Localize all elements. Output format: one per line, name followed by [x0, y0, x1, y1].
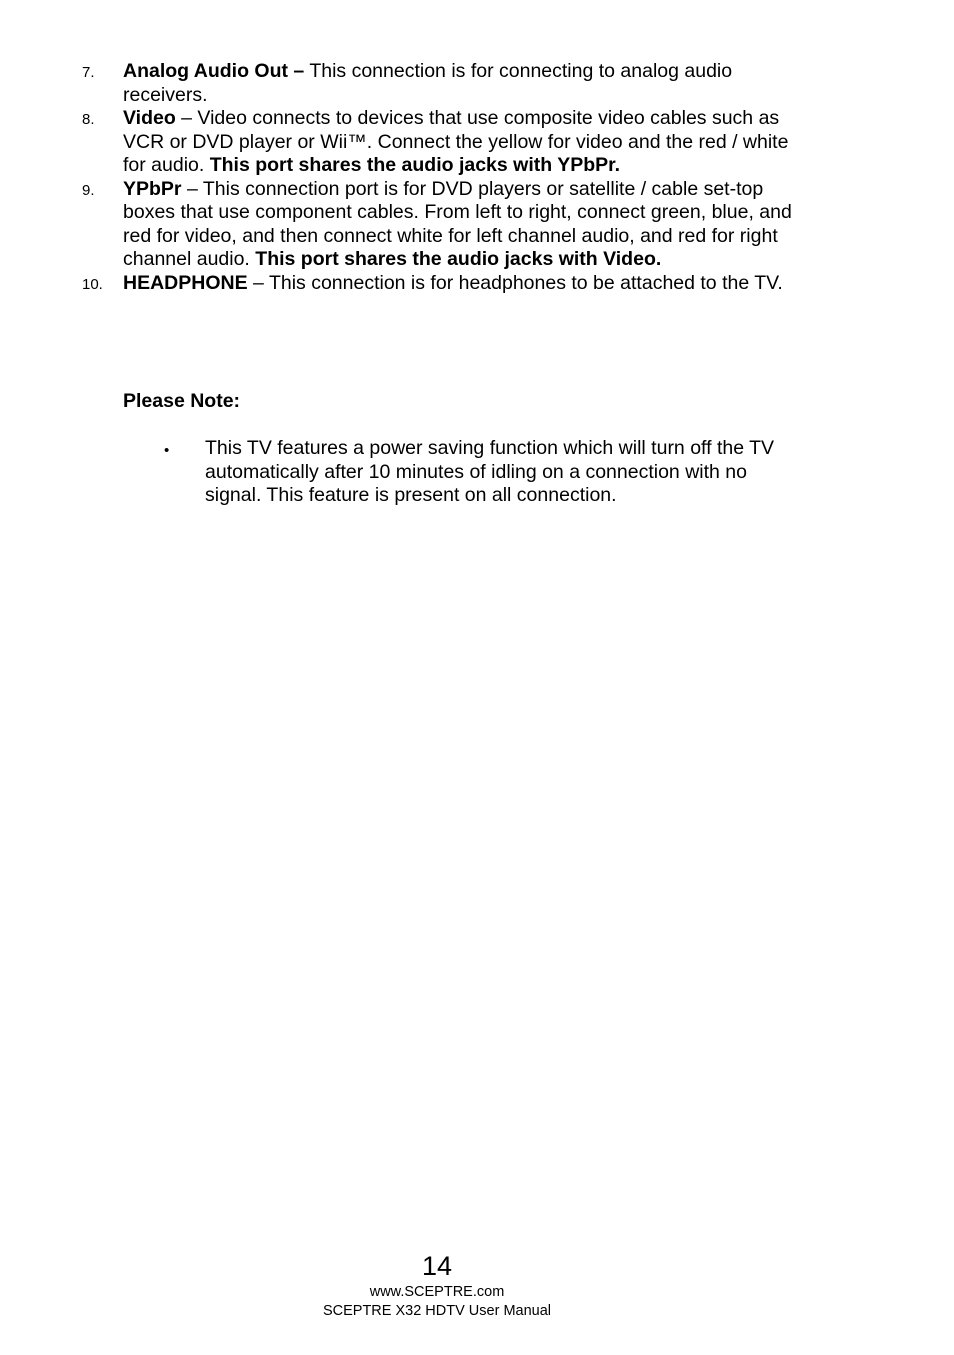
- item-number: 9.: [82, 181, 95, 199]
- connection-list: [82, 60, 802, 295]
- item-title: HEADPHONE: [123, 271, 248, 294]
- bullet-icon: •: [164, 442, 170, 459]
- list-item: [82, 272, 802, 296]
- list-item: [82, 178, 802, 272]
- item-number: 7.: [82, 64, 95, 81]
- bullet-item: [160, 437, 800, 508]
- item-title: YPbPr: [123, 177, 182, 200]
- item-title: Analog Audio Out –: [123, 60, 305, 82]
- page-number: 14: [421, 1251, 453, 1281]
- item-number: 10.: [82, 275, 103, 293]
- item-title: Video: [123, 107, 176, 129]
- bullet-text: This TV features a power saving function which will turn off the TV automatically after 10 minutes of idling on a connection with no signal. This feature is present on all connection.: [205, 437, 775, 506]
- list-item: [82, 107, 802, 178]
- item-text: [123, 60, 795, 107]
- item-text: [123, 178, 795, 272]
- item-body: – Video connects to devices that use composite video cables such as VCR or DVD player or Wii™. Connect the yellow for video and the red / white for audio.: [123, 107, 789, 176]
- list-item: [82, 60, 802, 107]
- item-body: – This connection is for headphones to be attached to the TV.: [247, 271, 783, 294]
- item-note: This port shares the audio jacks with Video.: [255, 248, 662, 270]
- item-text: [123, 107, 795, 178]
- footer-manual-title: SCEPTRE X32 HDTV User Manual: [322, 1303, 552, 1319]
- item-note: This port shares the audio jacks with YPbPr.: [209, 154, 621, 176]
- note-bullet-list: [160, 437, 800, 508]
- item-text: [123, 272, 795, 296]
- footer-website: www.SCEPTRE.com: [369, 1284, 505, 1300]
- note-heading: Please Note:: [123, 390, 241, 412]
- item-number: 8.: [82, 111, 95, 128]
- item-body: This connection is for connecting to analog audio receivers.: [123, 60, 733, 106]
- item-body: – This connection port is for DVD players or satellite / cable set-top boxes that use component cables. From left to right, connect green, blue, and red for video, and then connect white for left channel audio, and red for right channel audio.: [123, 177, 792, 270]
